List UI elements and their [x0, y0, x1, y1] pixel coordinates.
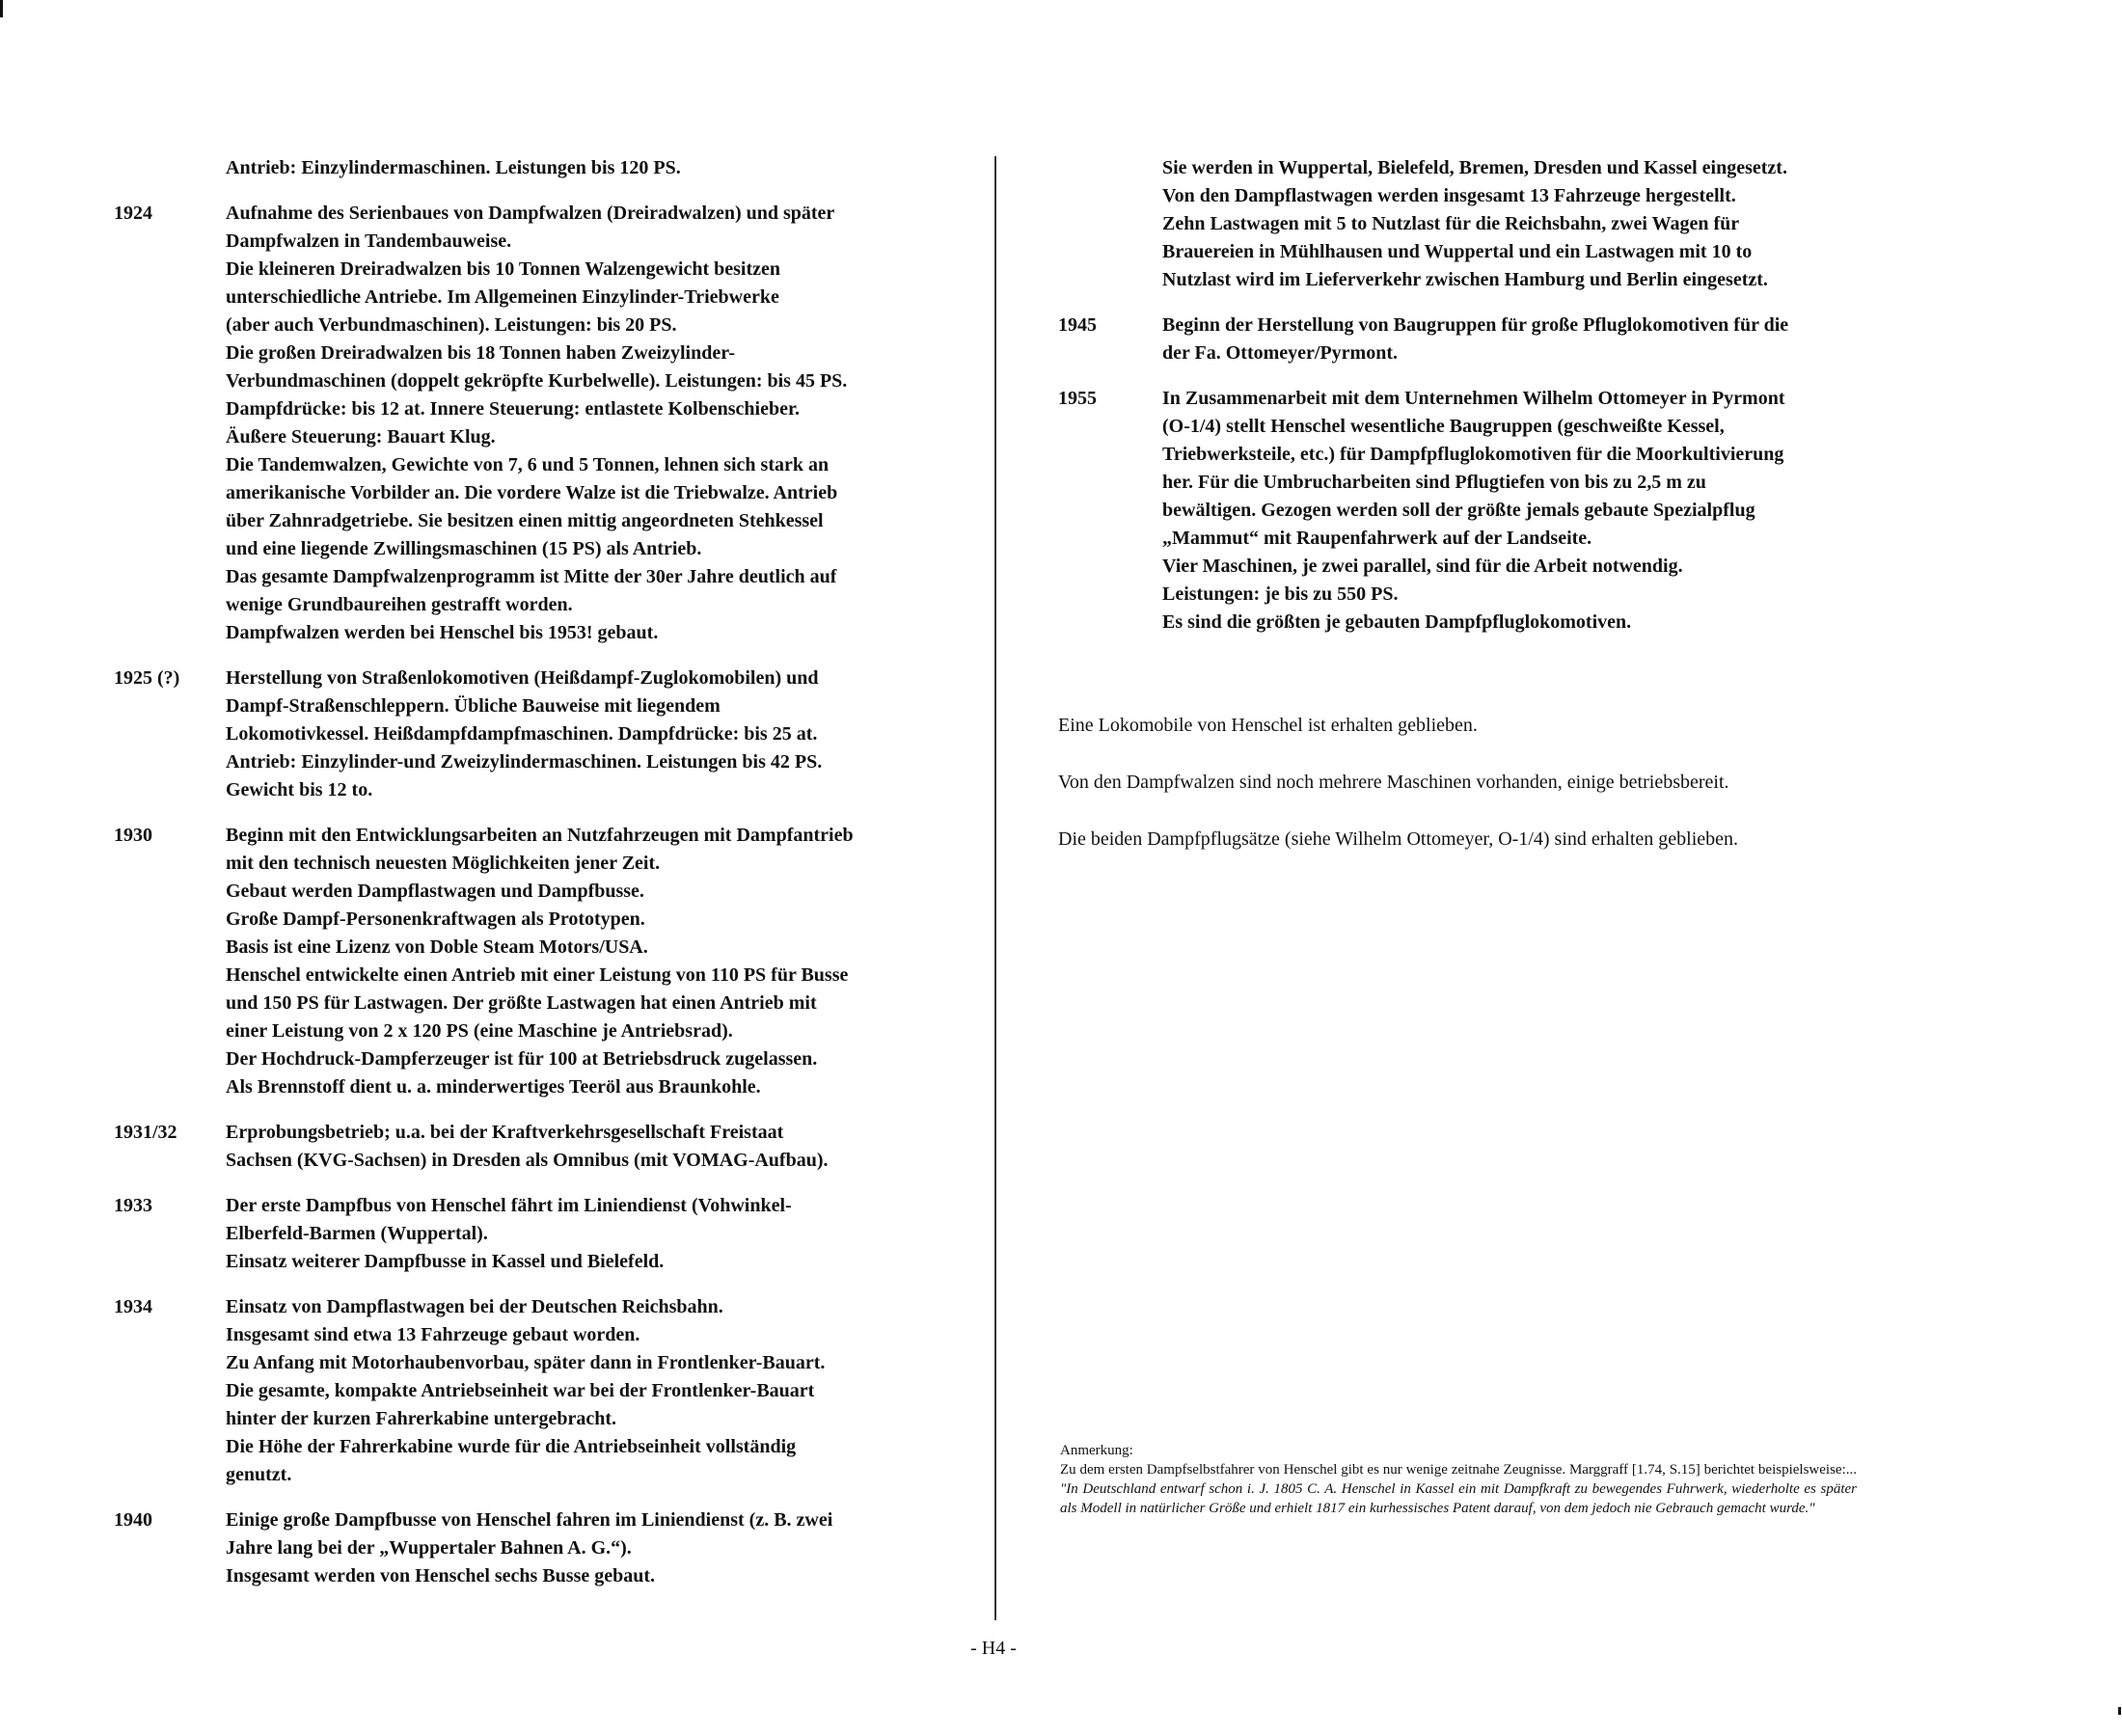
entry-line: Das gesamte Dampfwalzenprogramm ist Mitte der 30er Jahre deutlich auf [226, 566, 837, 587]
entry-line: Basis ist eine Lizenz von Doble Steam Motors/USA. [226, 936, 648, 958]
timeline-entry [114, 1506, 924, 1590]
closing-paragraphs [1058, 712, 1868, 882]
entry-line: (aber auch Verbundmaschinen). Leistungen: bis 20 PS. [226, 314, 677, 336]
entry-line: Antrieb: Einzylindermaschinen. Leistungen bis 120 PS. [226, 157, 681, 178]
entry-line: Dampfwalzen werden bei Henschel bis 1953! gebaut. [226, 622, 659, 643]
entry-line: Aufnahme des Serienbaues von Dampfwalzen (Dreiradwalzen) und später [226, 203, 835, 224]
entry-text [226, 1293, 924, 1489]
timeline-entry [114, 1119, 924, 1175]
entry-year [114, 154, 226, 182]
entry-line: In Zusammenarbeit mit dem Unternehmen Wilhelm Ottomeyer in Pyrmont [1162, 388, 1785, 409]
entry-line: Als Brennstoff dient u. a. minderwertiges Teeröl aus Braunkohle. [226, 1076, 761, 1098]
footnote-body [1060, 1460, 1857, 1518]
timeline-entry [114, 1192, 924, 1276]
entry-line: Leistungen: je bis zu 550 PS. [1162, 583, 1399, 605]
entry-line: „Mammut“ mit Raupenfahrwerk auf der Landseite. [1162, 528, 1592, 549]
entry-line: mit den technisch neuesten Möglichkeiten jener Zeit. [226, 853, 661, 874]
entry-line: Die Tandemwalzen, Gewichte von 7, 6 und 5 Tonnen, lehnen sich stark an [226, 454, 830, 475]
entry-line: Dampfwalzen in Tandembauweise. [226, 231, 512, 252]
timeline-entry [114, 822, 924, 1101]
footnote-text: Zu dem ersten Dampfselbstfahrer von Henschel gibt es nur wenige zeitnahe Zeugnisse. Marggraff [1.74, S.15] berichtet beispielsweise:... [1060, 1462, 1857, 1478]
entry-line: Dampf-Straßenschleppern. Übliche Bauweise mit liegendem [226, 695, 721, 717]
timeline-entry [1058, 385, 1868, 637]
entry-line: Der erste Dampfbus von Henschel fährt im Liniendienst (Vohwinkel- [226, 1195, 792, 1216]
entry-year: 1934 [114, 1296, 152, 1317]
entry-line: Zu Anfang mit Motorhaubenvorbau, später dann in Frontlenker-Bauart. [226, 1352, 826, 1373]
entry-line: einer Leistung von 2 x 120 PS (eine Maschine je Antriebsrad). [226, 1020, 733, 1042]
entry-line: Elberfeld-Barmen (Wuppertal). [226, 1223, 488, 1244]
timeline-entry [1058, 154, 1868, 294]
entry-text [226, 1506, 924, 1590]
entry-line: Sie werden in Wuppertal, Bielefeld, Bremen, Dresden und Kassel eingesetzt. [1162, 157, 1787, 178]
scan-mark [2118, 1707, 2121, 1715]
entry-line: her. Für die Umbrucharbeiten sind Pflugtiefen von bis zu 2,5 m zu [1162, 472, 1706, 493]
footnote [1060, 1441, 1857, 1518]
entry-year: 1945 [1058, 314, 1097, 336]
entry-line: Zehn Lastwagen mit 5 to Nutzlast für die Reichsbahn, zwei Wagen für [1162, 213, 1740, 234]
entry-line: Brauereien in Mühlhausen und Wuppertal und ein Lastwagen mit 10 to [1162, 241, 1753, 262]
entry-text [226, 200, 924, 647]
entry-year: 1930 [114, 825, 152, 846]
entry-line: über Zahnradgetriebe. Sie besitzen einen mittig angeordneten Stehkessel [226, 510, 824, 531]
entry-year: 1925 (?) [114, 667, 180, 689]
scan-mark [0, 0, 3, 17]
entry-text [1162, 154, 1868, 294]
timeline-entry [114, 1293, 924, 1489]
entry-line: Nutzlast wird im Lieferverkehr zwischen Hamburg und Berlin eingesetzt. [1162, 269, 1768, 290]
entry-line: Große Dampf-Personenkraftwagen als Prototypen. [226, 909, 645, 930]
paragraph: Von den Dampfwalzen sind noch mehrere Maschinen vorhanden, einige betriebsbereit. [1058, 772, 1729, 793]
entry-line: Einsatz von Dampflastwagen bei der Deutschen Reichsbahn. [226, 1296, 723, 1317]
entry-line: unterschiedliche Antriebe. Im Allgemeinen Einzylinder-Triebwerke [226, 286, 779, 308]
entry-line: amerikanische Vorbilder an. Die vordere Walze ist die Triebwalze. Antrieb [226, 482, 838, 503]
entry-line: Die kleineren Dreiradwalzen bis 10 Tonnen Walzengewicht besitzen [226, 258, 781, 280]
entry-line: Beginn mit den Entwicklungsarbeiten an Nutzfahrzeugen mit Dampfantrieb [226, 825, 854, 846]
entry-text [226, 822, 924, 1101]
entry-line: Triebwerksteile, etc.) für Dampfpfluglokomotiven für die Moorkultivierung [1162, 444, 1784, 465]
entry-line: Vier Maschinen, je zwei parallel, sind für die Arbeit notwendig. [1162, 556, 1683, 577]
entry-line: wenige Grundbaureihen gestrafft worden. [226, 594, 573, 615]
paragraph: Die beiden Dampfpflugsätze (siehe Wilhelm Ottomeyer, O-1/4) sind erhalten geblieben. [1058, 828, 1739, 850]
entry-line: hinter der kurzen Fahrerkabine untergebracht. [226, 1408, 616, 1429]
entry-line: und eine liegende Zwillingsmaschinen (15 PS) als Antrieb. [226, 538, 702, 559]
entry-line: Dampfdrücke: bis 12 at. Innere Steuerung: entlastete Kolbenschieber. [226, 398, 800, 420]
entry-line: Die gesamte, kompakte Antriebseinheit war bei der Frontlenker-Bauart [226, 1380, 815, 1401]
entry-year: 1940 [114, 1509, 152, 1531]
entry-line: Einige große Dampfbusse von Henschel fahren im Liniendienst (z. B. zwei [226, 1509, 833, 1531]
entry-line: bewältigen. Gezogen werden soll der größte jemals gebaute Spezialpflug [1162, 500, 1755, 521]
right-column [1058, 154, 1868, 654]
entry-text [226, 665, 924, 804]
entry-text [226, 1192, 924, 1276]
entry-line: Gebaut werden Dampflastwagen und Dampfbusse. [226, 881, 644, 902]
entry-text [226, 154, 924, 182]
timeline-entry [114, 665, 924, 804]
entry-line: Insgesamt sind etwa 13 Fahrzeuge gebaut worden. [226, 1324, 640, 1345]
entry-line: Die großen Dreiradwalzen bis 18 Tonnen haben Zweizylinder- [226, 342, 736, 364]
timeline-entry [114, 154, 924, 182]
entry-line: und 150 PS für Lastwagen. Der größte Lastwagen hat einen Antrieb mit [226, 992, 817, 1014]
left-column [114, 154, 924, 1608]
entry-line: (O-1/4) stellt Henschel wesentliche Baugruppen (geschweißte Kessel, [1162, 416, 1725, 437]
entry-year: 1931/32 [114, 1122, 177, 1143]
entry-year: 1933 [114, 1195, 152, 1216]
entry-line: Beginn der Herstellung von Baugruppen für große Pfluglokomotiven für die [1162, 314, 1789, 336]
entry-line: Verbundmaschinen (doppelt gekröpfte Kurbelwelle). Leistungen: bis 45 PS. [226, 370, 848, 392]
entry-line: Henschel entwickelte einen Antrieb mit einer Leistung von 110 PS für Busse [226, 964, 849, 986]
entry-line: Einsatz weiterer Dampfbusse in Kassel und Bielefeld. [226, 1251, 665, 1272]
entry-line: Es sind die größten je gebauten Dampfpfluglokomotiven. [1162, 611, 1632, 633]
footnote-label: Anmerkung: [1060, 1443, 1133, 1458]
entry-line: Der Hochdruck-Dampferzeuger ist für 100 at Betriebsdruck zugelassen. [226, 1048, 818, 1070]
entry-line: Gewicht bis 12 to. [226, 779, 373, 800]
entry-line: Sachsen (KVG-Sachsen) in Dresden als Omnibus (mit VOMAG-Aufbau). [226, 1150, 829, 1171]
entry-line: Äußere Steuerung: Bauart Klug. [226, 426, 496, 448]
entry-line: Lokomotivkessel. Heißdampfdampfmaschinen. Dampfdrücke: bis 25 at. [226, 723, 818, 745]
entry-line: der Fa. Ottomeyer/Pyrmont. [1162, 342, 1398, 364]
entry-text [226, 1119, 924, 1175]
page-number: - H4 - [970, 1638, 1017, 1659]
entry-line: Jahre lang bei der „Wuppertaler Bahnen A. G.“). [226, 1537, 632, 1559]
entry-line: Insgesamt werden von Henschel sechs Busse gebaut. [226, 1565, 656, 1587]
entry-text [1162, 312, 1868, 367]
column-divider [994, 156, 996, 1620]
entry-line: Herstellung von Straßenlokomotiven (Heißdampf-Zuglokomobilen) und [226, 667, 819, 689]
timeline-entry [114, 200, 924, 647]
entry-year [1058, 154, 1162, 294]
entry-line: Erprobungsbetrieb; u.a. bei der Kraftverkehrsgesellschaft Freistaat [226, 1122, 784, 1143]
footnote-quote: "In Deutschland entwarf schon i. J. 1805 C. A. Henschel in Kassel ein mit Dampfkraft zu bewegendes Fuhrwerk, wiederholte es später als Modell in natürlicher Größe und erhielt 1817 ein kurhessisches Patent darauf, von dem jedoch nie Gebrauch gemacht wurde." [1060, 1481, 1857, 1516]
entry-year: 1924 [114, 203, 152, 224]
entry-year: 1955 [1058, 388, 1097, 409]
entry-line: Die Höhe der Fahrerkabine wurde für die Antriebseinheit vollständig [226, 1436, 797, 1457]
timeline-entry [1058, 312, 1868, 367]
entry-line: genutzt. [226, 1464, 292, 1485]
entry-line: Antrieb: Einzylinder-und Zweizylindermaschinen. Leistungen bis 42 PS. [226, 751, 823, 773]
entry-text [1162, 385, 1868, 637]
paragraph: Eine Lokomobile von Henschel ist erhalten geblieben. [1058, 715, 1478, 736]
entry-line: Von den Dampflastwagen werden insgesamt 13 Fahrzeuge hergestellt. [1162, 185, 1736, 206]
